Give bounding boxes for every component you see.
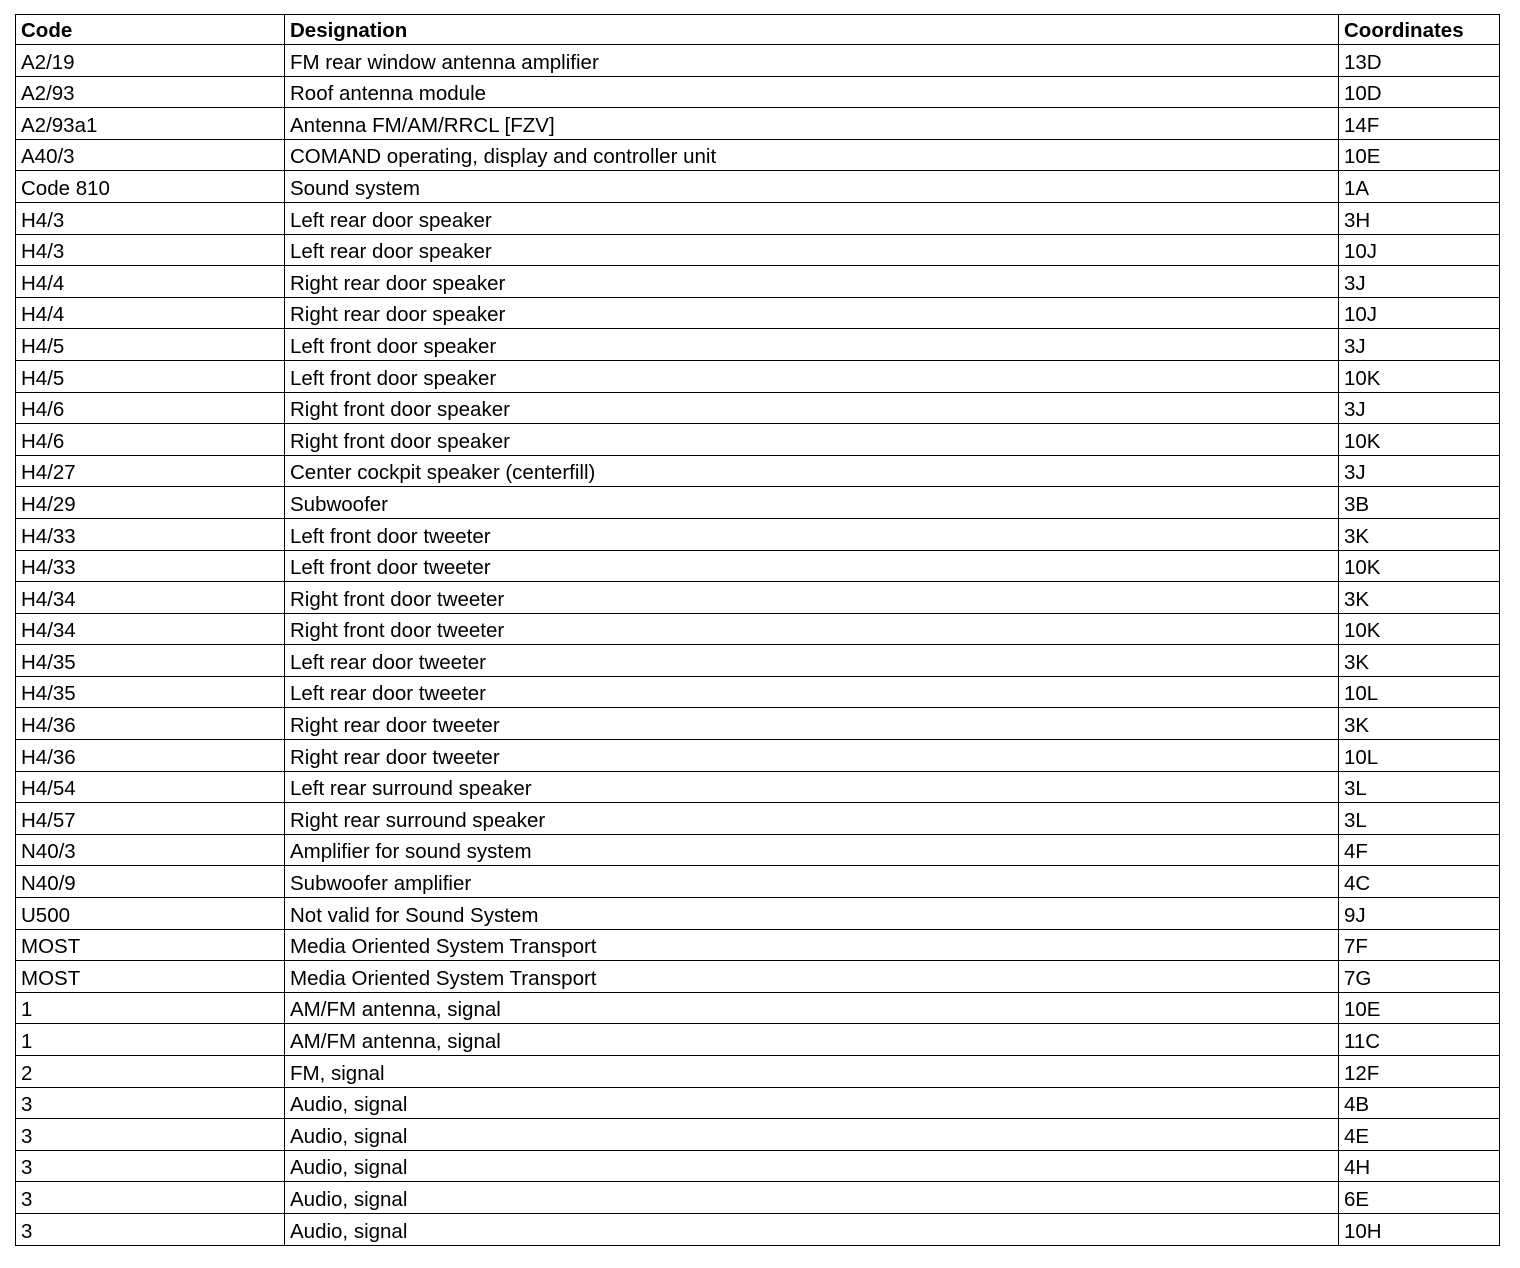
cell-designation: AM/FM antenna, signal	[285, 1024, 1339, 1056]
cell-coordinates: 3J	[1339, 455, 1500, 487]
cell-code: H4/6	[16, 424, 285, 456]
cell-designation: Right front door tweeter	[285, 582, 1339, 614]
table-row	[16, 708, 1500, 740]
cell-designation: Left rear door tweeter	[285, 676, 1339, 708]
cell-designation: Left front door speaker	[285, 360, 1339, 392]
cell-coordinates: 13D	[1339, 45, 1500, 77]
cell-designation: Left front door tweeter	[285, 550, 1339, 582]
cell-code: H4/5	[16, 360, 285, 392]
cell-code: A40/3	[16, 139, 285, 171]
cell-designation: Right rear surround speaker	[285, 803, 1339, 835]
cell-designation: Audio, signal	[285, 1182, 1339, 1214]
table-row	[16, 1213, 1500, 1245]
header-code: Code	[16, 15, 285, 45]
table-row	[16, 234, 1500, 266]
table-row	[16, 834, 1500, 866]
cell-coordinates: 3K	[1339, 582, 1500, 614]
cell-coordinates: 10K	[1339, 550, 1500, 582]
cell-code: H4/57	[16, 803, 285, 835]
cell-code: H4/3	[16, 234, 285, 266]
table-row	[16, 771, 1500, 803]
cell-code: 3	[16, 1119, 285, 1151]
cell-code: 3	[16, 1087, 285, 1119]
cell-code: A2/93	[16, 76, 285, 108]
header-row	[16, 15, 1500, 45]
cell-designation: Subwoofer amplifier	[285, 866, 1339, 898]
cell-designation: Left front door speaker	[285, 329, 1339, 361]
cell-code: H4/3	[16, 202, 285, 234]
table-row	[16, 550, 1500, 582]
cell-code: H4/34	[16, 582, 285, 614]
table-body	[16, 45, 1500, 1246]
cell-code: H4/33	[16, 518, 285, 550]
cell-designation: Left rear surround speaker	[285, 771, 1339, 803]
cell-code: H4/6	[16, 392, 285, 424]
cell-code: H4/34	[16, 613, 285, 645]
cell-code: H4/35	[16, 645, 285, 677]
table-row	[16, 1087, 1500, 1119]
cell-coordinates: 10K	[1339, 424, 1500, 456]
cell-coordinates: 12F	[1339, 1056, 1500, 1088]
cell-coordinates: 11C	[1339, 1024, 1500, 1056]
table-row	[16, 898, 1500, 930]
table-row	[16, 424, 1500, 456]
cell-code: 1	[16, 992, 285, 1024]
cell-coordinates: 1A	[1339, 171, 1500, 203]
cell-coordinates: 7F	[1339, 929, 1500, 961]
component-legend-sheet	[15, 14, 1499, 1246]
cell-designation: Amplifier for sound system	[285, 834, 1339, 866]
cell-designation: Sound system	[285, 171, 1339, 203]
cell-code: 2	[16, 1056, 285, 1088]
cell-code: N40/3	[16, 834, 285, 866]
table-row	[16, 1119, 1500, 1151]
cell-code: Code 810	[16, 171, 285, 203]
cell-coordinates: 14F	[1339, 108, 1500, 140]
cell-code: H4/35	[16, 676, 285, 708]
table-row	[16, 676, 1500, 708]
table-row	[16, 202, 1500, 234]
cell-code: MOST	[16, 961, 285, 993]
cell-coordinates: 7G	[1339, 961, 1500, 993]
cell-coordinates: 10D	[1339, 76, 1500, 108]
table-row	[16, 992, 1500, 1024]
cell-code: H4/29	[16, 487, 285, 519]
table-row	[16, 1056, 1500, 1088]
table-row	[16, 645, 1500, 677]
table-row	[16, 266, 1500, 298]
cell-coordinates: 10J	[1339, 234, 1500, 266]
cell-coordinates: 3J	[1339, 392, 1500, 424]
cell-code: 3	[16, 1182, 285, 1214]
cell-designation: Right front door tweeter	[285, 613, 1339, 645]
table-row	[16, 1024, 1500, 1056]
cell-designation: Media Oriented System Transport	[285, 961, 1339, 993]
cell-coordinates: 3J	[1339, 329, 1500, 361]
cell-designation: COMAND operating, display and controller unit	[285, 139, 1339, 171]
cell-code: H4/27	[16, 455, 285, 487]
cell-designation: AM/FM antenna, signal	[285, 992, 1339, 1024]
cell-coordinates: 10K	[1339, 360, 1500, 392]
table-row	[16, 866, 1500, 898]
cell-code: U500	[16, 898, 285, 930]
table-row	[16, 392, 1500, 424]
table-row	[16, 740, 1500, 772]
cell-designation: Audio, signal	[285, 1087, 1339, 1119]
cell-coordinates: 10E	[1339, 992, 1500, 1024]
cell-code: H4/36	[16, 708, 285, 740]
cell-designation: Left rear door tweeter	[285, 645, 1339, 677]
table-row	[16, 297, 1500, 329]
table-row	[16, 929, 1500, 961]
cell-designation: Right rear door tweeter	[285, 740, 1339, 772]
cell-code: 3	[16, 1150, 285, 1182]
cell-coordinates: 3K	[1339, 645, 1500, 677]
cell-coordinates: 6E	[1339, 1182, 1500, 1214]
cell-designation: Left front door tweeter	[285, 518, 1339, 550]
cell-code: H4/54	[16, 771, 285, 803]
cell-designation: Right rear door tweeter	[285, 708, 1339, 740]
cell-designation: Antenna FM/AM/RRCL [FZV]	[285, 108, 1339, 140]
cell-coordinates: 4C	[1339, 866, 1500, 898]
cell-designation: Left rear door speaker	[285, 202, 1339, 234]
cell-coordinates: 10H	[1339, 1213, 1500, 1245]
cell-designation: Audio, signal	[285, 1213, 1339, 1245]
cell-code: 3	[16, 1213, 285, 1245]
cell-coordinates: 10K	[1339, 613, 1500, 645]
cell-code: 1	[16, 1024, 285, 1056]
cell-coordinates: 3K	[1339, 518, 1500, 550]
table-row	[16, 108, 1500, 140]
cell-designation: Audio, signal	[285, 1119, 1339, 1151]
table-row	[16, 171, 1500, 203]
cell-coordinates: 10J	[1339, 297, 1500, 329]
cell-code: H4/4	[16, 297, 285, 329]
cell-coordinates: 3L	[1339, 803, 1500, 835]
cell-coordinates: 10L	[1339, 676, 1500, 708]
cell-coordinates: 3J	[1339, 266, 1500, 298]
cell-designation: Subwoofer	[285, 487, 1339, 519]
table-row	[16, 1150, 1500, 1182]
cell-coordinates: 9J	[1339, 898, 1500, 930]
cell-designation: FM, signal	[285, 1056, 1339, 1088]
table-header	[16, 15, 1500, 45]
cell-code: H4/5	[16, 329, 285, 361]
cell-coordinates: 3H	[1339, 202, 1500, 234]
table-row	[16, 803, 1500, 835]
cell-coordinates: 3L	[1339, 771, 1500, 803]
cell-designation: Right front door speaker	[285, 392, 1339, 424]
component-legend-table	[15, 14, 1500, 1246]
table-row	[16, 76, 1500, 108]
table-row	[16, 487, 1500, 519]
table-row	[16, 582, 1500, 614]
cell-coordinates: 4B	[1339, 1087, 1500, 1119]
cell-coordinates: 3B	[1339, 487, 1500, 519]
table-row	[16, 1182, 1500, 1214]
cell-code: MOST	[16, 929, 285, 961]
table-row	[16, 360, 1500, 392]
cell-coordinates: 4F	[1339, 834, 1500, 866]
cell-coordinates: 3K	[1339, 708, 1500, 740]
cell-designation: Media Oriented System Transport	[285, 929, 1339, 961]
cell-coordinates: 4H	[1339, 1150, 1500, 1182]
table-row	[16, 961, 1500, 993]
table-row	[16, 518, 1500, 550]
table-row	[16, 45, 1500, 77]
cell-designation: Roof antenna module	[285, 76, 1339, 108]
cell-code: A2/93a1	[16, 108, 285, 140]
cell-coordinates: 4E	[1339, 1119, 1500, 1151]
cell-code: A2/19	[16, 45, 285, 77]
table-row	[16, 139, 1500, 171]
cell-designation: Center cockpit speaker (centerfill)	[285, 455, 1339, 487]
cell-designation: Left rear door speaker	[285, 234, 1339, 266]
cell-designation: Right front door speaker	[285, 424, 1339, 456]
cell-designation: Right rear door speaker	[285, 297, 1339, 329]
header-designation: Designation	[285, 15, 1339, 45]
cell-designation: Right rear door speaker	[285, 266, 1339, 298]
cell-code: H4/36	[16, 740, 285, 772]
cell-coordinates: 10E	[1339, 139, 1500, 171]
cell-code: N40/9	[16, 866, 285, 898]
cell-code: H4/33	[16, 550, 285, 582]
cell-designation: Audio, signal	[285, 1150, 1339, 1182]
cell-designation: FM rear window antenna amplifier	[285, 45, 1339, 77]
header-coordinates: Coordinates	[1339, 15, 1500, 45]
cell-coordinates: 10L	[1339, 740, 1500, 772]
table-row	[16, 455, 1500, 487]
cell-code: H4/4	[16, 266, 285, 298]
table-row	[16, 329, 1500, 361]
table-row	[16, 613, 1500, 645]
cell-designation: Not valid for Sound System	[285, 898, 1339, 930]
